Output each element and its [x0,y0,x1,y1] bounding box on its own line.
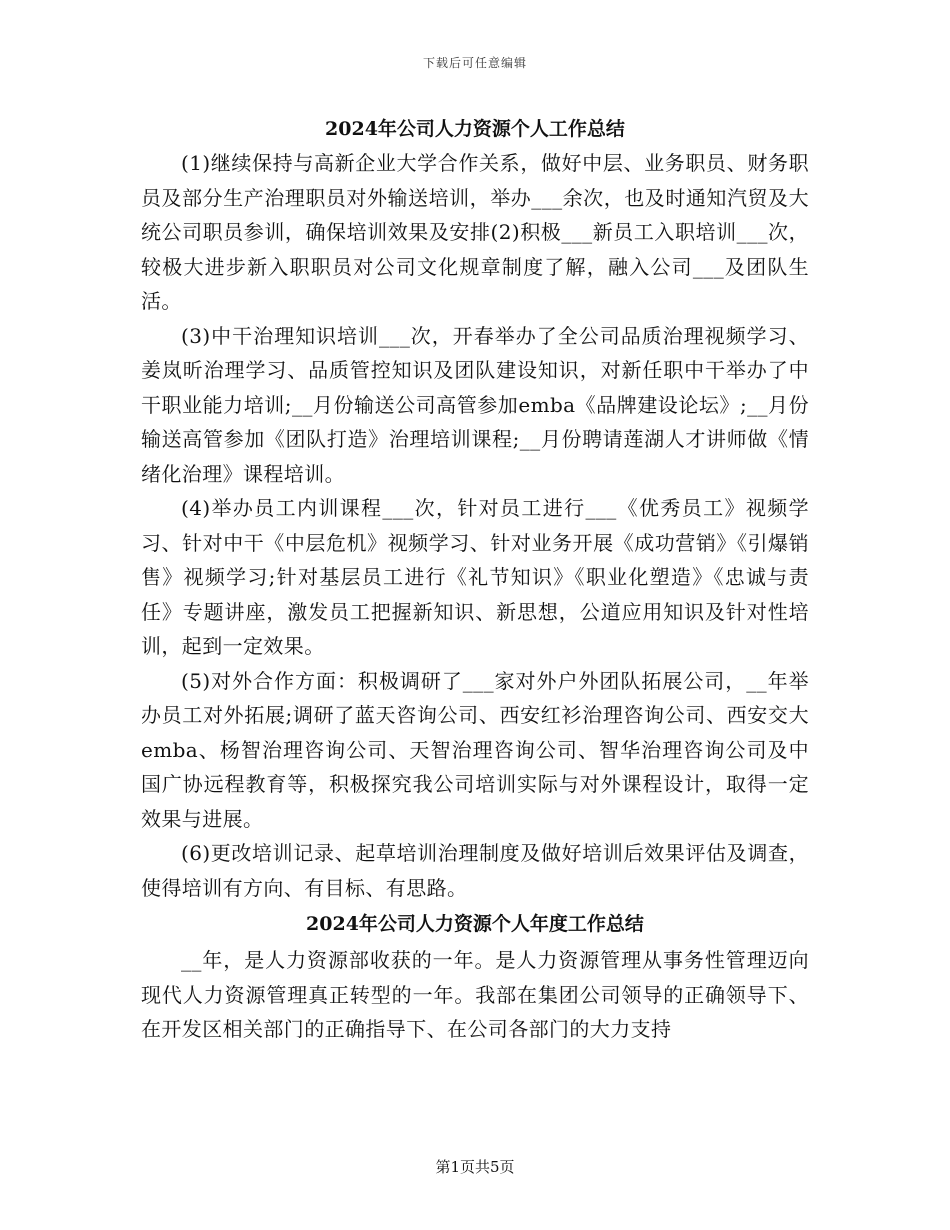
page-number: 第1页共5页 [435,1158,515,1176]
paragraph-item-2: (3)中干治理知识培训___次，开春举办了全公司品质治理视频学习、姜岚昕治理学习、品质管控知识及团队建设知识，对新任职中干举办了中干职业能力培训;__月份输送公司高管参加emba《品牌建设论坛》;__月份输送高管参加《团队打造》治理培训课程;__月份聘请莲湖人才讲师做《情绪化治理》课程培训。 [141,323,809,486]
section-title: 2024年公司人力资源个人年度工作总结 [306,913,644,935]
paragraph-item-1: (1)继续保持与高新企业大学合作关系，做好中层、业务职员、财务职员及部分生产治理职员对外输送培训，举办___余次，也及时通知汽贸及大统公司职员参训，确保培训效果及安排(2)积极___新员工入职培训___次，较极大进步新入职职员对公司文化规章制度了解，融入公司___及团队生活。 [141,151,809,313]
document-title: 2024年公司人力资源个人工作总结 [325,118,625,140]
header-note: 下载后可任意编辑 [422,56,527,70]
paragraph-item-3: (4)举办员工内训课程___次，针对员工进行___《优秀员工》视频学习、针对中干《中层危机》视频学习、针对业务开展《成功营销》《引爆销售》视频学习;针对基层员工进行《礼节知识》《职业化塑造》《忠诚与责任》专题讲座，激发员工把握新知识、新思想，公道应用知识及针对性培训，起到一定效果。 [141,496,809,658]
paragraph-item-6: __年，是人力资源部收获的一年。是人力资源管理从事务性管理迈向现代人力资源管理真正转型的一年。我部在集团公司领导的正确领导下、在开发区相关部门的正确指导下、在公司各部门的大力支持 [141,948,809,1041]
document-body [141,112,809,1047]
paragraph-item-4: (5)对外合作方面：积极调研了___家对外户外团队拓展公司，__年举办员工对外拓展;调研了蓝天咨询公司、西安红衫治理咨询公司、西安交大emba、杨智治理咨询公司、天智治理咨询公司、智华治理咨询公司及中国广协远程教育等，积极探究我公司培训实际与对外课程设计，取得一定效果与进展。 [141,668,809,831]
paragraph-item-5: (6)更改培训记录、起草培训治理制度及做好培训后效果评估及调查，使得培训有方向、有目标、有思路。 [141,841,809,900]
